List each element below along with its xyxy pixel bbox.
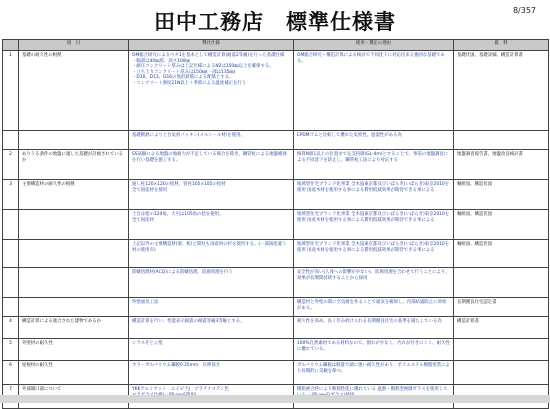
row-number: 5	[3, 339, 19, 361]
row-spec	[129, 210, 294, 240]
spec-line: ・D10、D13、D16の異形鉄筋による配筋とする。	[132, 75, 234, 81]
row-item: 構造計算による適合された建物であるか	[19, 317, 129, 339]
row-spec	[129, 339, 294, 361]
spec-line: 防蟻処理材(ACQ)による防蟻処理、防腐処理を行う	[132, 270, 233, 275]
spec-line: 外壁通気工法	[132, 300, 159, 305]
row-reason: 安全性が高い(人体への影響が少ない)、防腐処理を合わせて行うことにより、効果が長期間持続することから採用	[294, 268, 454, 298]
row-reason: 地域型住宅ブランド化事業 全木協東京都及びいばらき(いばらき)東京2010を使用 国産木材を使用する事による費用低減効果が期待できる事による	[294, 240, 454, 268]
spec-line: ・幅部は40㎜厚、高さ100㎜	[132, 58, 190, 64]
spec-line: シラスそとん壁	[132, 341, 163, 346]
row-number	[3, 240, 19, 268]
row-item: 外部開口部について	[19, 385, 129, 409]
row-number: 1	[3, 51, 19, 131]
row-reason: 耐久性を高め、長く住み続けられる長期優良住宅の基準を満たしている為	[294, 317, 454, 339]
table-row	[3, 210, 549, 240]
row-number: 2	[3, 150, 19, 180]
row-docs: 長期優良住宅認定書	[454, 298, 549, 317]
spec-line: 通し柱120×120の桧材、管柱105×105の桧材	[132, 182, 226, 187]
row-reason: 換算N値1以上の位置までを支持層(GL-4m)とすることで、事前の地盤調査による不同沈下を防止し、鋼管杭工法により対応する	[294, 150, 454, 180]
page-title: 田中工務店 標準仕様書	[154, 10, 396, 34]
row-reason: 地域型住宅ブランド化事業 全木協東京都及びいばらき(いばらき)東京2010を使用 国産木材を使用する事による費用低減効果が期待できる事による	[294, 180, 454, 210]
row-spec	[129, 361, 294, 385]
row-number: 3	[3, 180, 19, 210]
row-spec	[129, 317, 294, 339]
spec-line: OM総合研究によるベタ1を基本として構造計算(耐震2等級)を行った基礎仕様	[132, 53, 285, 58]
spec-line: 全て国産材を使用	[132, 187, 168, 193]
table-body	[3, 51, 549, 409]
spec-table	[2, 39, 549, 409]
table-row	[3, 268, 549, 298]
row-docs: 軸組図、構造伏図	[454, 180, 549, 210]
table-row	[3, 51, 549, 131]
row-number: 4	[3, 317, 19, 339]
row-docs: 地盤調査報告書、地盤改良検討書	[454, 150, 549, 180]
row-reason: 地域型住宅ブランド化事業 全木協東京都及びいばらき(いばらき)東京2010を使用 国産木材を使用する事による費用低減効果が期待できる事による	[294, 210, 454, 240]
table-row	[3, 240, 549, 268]
spec-line: ・立ち上りコンクリート厚みは150㎜(一部は135㎜)	[132, 69, 236, 75]
row-spec	[129, 180, 294, 210]
row-docs	[454, 361, 549, 385]
row-item	[19, 210, 129, 240]
table-row	[3, 180, 549, 210]
row-docs: 軸組図、構造伏図	[454, 210, 549, 240]
row-number	[3, 268, 19, 298]
row-item	[19, 268, 129, 298]
header-docs: 資 料	[454, 40, 549, 51]
table-row	[3, 298, 549, 317]
row-docs: 基礎伏図、基礎詳細、構造計算書	[454, 51, 549, 131]
table-row	[3, 131, 549, 150]
spec-line: 上記以外の主要構造材(梁、桁)と間柱も国産材の杉を使用する。(一部国産違う材の使用有)	[132, 242, 287, 253]
row-reason: 構造材と外壁の間に空気層を作ることで通気を確保し、内部結露防止に効果がある。	[294, 298, 454, 317]
row-spec	[129, 268, 294, 298]
row-number: 6	[3, 361, 19, 385]
spec-line: 基礎断熱により土台気密パッキン(メルシール材)を使用。	[132, 133, 245, 138]
row-docs: 軸組図、構造伏図	[454, 240, 549, 268]
row-reason: 100%自然素材である材料なので、割れが少なく、汚れが付きにくく、耐久性に優れている。	[294, 339, 454, 361]
table-row	[3, 317, 549, 339]
row-item	[19, 131, 129, 150]
header-reason: 使用・選定の理由	[294, 40, 454, 51]
row-spec	[129, 131, 294, 150]
row-number	[3, 210, 19, 240]
spec-line: YKKアルミサッシ エイピアJ プラチナステン色	[132, 387, 229, 392]
row-spec	[129, 298, 294, 317]
header-item: 項 目	[19, 40, 129, 51]
row-spec	[129, 51, 294, 131]
row-number	[3, 298, 19, 317]
spec-line: ・コンクリート強度21N以上＋季節による温度補正を行う	[132, 80, 247, 86]
spec-line: 全て国産材	[132, 217, 154, 223]
row-docs	[454, 339, 549, 361]
row-item	[19, 298, 129, 317]
row-reason: OM総合研究＋構造計算による検討で不同沈下に対応出来る強固な基礎である。	[294, 51, 454, 131]
header-no	[3, 40, 19, 51]
row-spec	[129, 150, 294, 180]
row-reason: EPDMゴムと比較して優れた気密性、遮湿性がある為	[294, 131, 454, 150]
row-item	[19, 240, 129, 268]
table-row	[3, 361, 549, 385]
spec-line: SS試験による地盤の地耐力が不足している場合を除き、鋼管杭による地盤補強を行い基礎を施工する。	[132, 152, 287, 163]
header-spec: 弊社仕様	[129, 40, 294, 51]
scrollbar[interactable]	[0, 395, 550, 403]
row-reason: 樹脂複合枠により断熱性能に優れている 遮熱・断熱型複層ガラスを使用して	[294, 385, 454, 409]
row-item: 主要構造材の耐久性の根拠	[19, 180, 129, 210]
row-item: 外壁材の耐久性	[19, 339, 129, 361]
row-docs: 構造計算書	[454, 317, 549, 339]
spec-line: 土台は桧の120角、大引は105角の桧を使用。	[132, 212, 224, 217]
row-docs	[454, 131, 549, 150]
page-number: 8/357	[512, 6, 536, 15]
table-header-row	[3, 40, 549, 51]
row-docs	[454, 268, 549, 298]
row-item: 基礎の耐久性の根拠	[19, 51, 129, 131]
spec-line: 構造計算を行い、性能表示耐震の耐震等級3等級とする。	[132, 319, 245, 324]
row-reason: ガルバリウム鋼板は軽量で錆に強い耐久性があり、ポリエステル樹脂塗装により長期的に美観を保つ。	[294, 361, 454, 385]
row-item: 屋根材の耐久性	[19, 361, 129, 385]
spec-line: ・耐圧コンクリート厚みは上記仕様によるN2は150㎜以上を確保する。	[132, 64, 274, 70]
row-number: 7	[3, 385, 19, 409]
spec-line: カラーガルバリウム鋼板0.35mm 瓦棒葺き	[132, 363, 221, 368]
row-spec	[129, 240, 294, 268]
table-row	[3, 150, 549, 180]
table-row	[3, 339, 549, 361]
row-item: ありうる条件の地盤に適した基礎が計画されているか	[19, 150, 129, 180]
row-number	[3, 131, 19, 150]
